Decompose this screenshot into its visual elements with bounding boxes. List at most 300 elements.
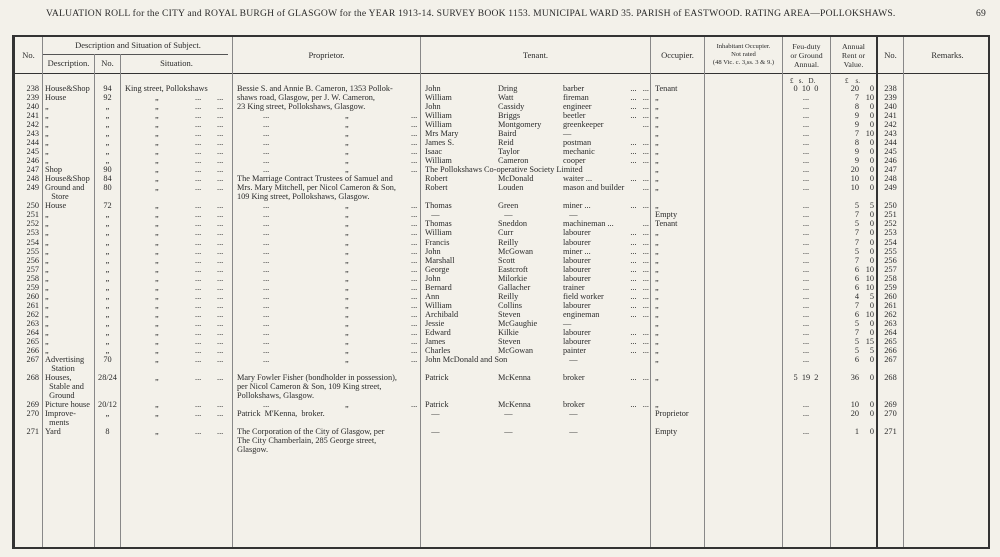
rent-pounds: 9 [854,120,859,130]
occupier: „ [655,291,659,301]
rent-pounds: 20 [850,84,859,93]
tenant-occupation: labourer [563,228,591,238]
row-number: 253 [26,228,39,238]
tenant-first-name: Archibald [425,309,459,319]
tenant-occupation: labourer [563,336,591,346]
rent-pounds: 9 [854,111,859,121]
description: House [45,201,67,211]
situation-ditto: „ [155,318,159,328]
description: „ [45,309,49,319]
occupier: „ [655,246,659,256]
proprietor-ditto: „ [345,246,349,256]
rent-pounds: 7 [854,327,859,337]
row-number-right: 246 [884,156,897,166]
tenant-dots: ... ... [630,273,649,283]
feu-duty: ... [802,427,810,437]
proprietor-entry [15,427,993,455]
proprietor-ditto: „ [345,165,349,175]
description: „ [45,102,49,112]
proprietor-ditto-row [15,283,993,292]
row-number-right: 270 [884,409,897,419]
proprietor-dots: ... [263,291,270,301]
rent-pounds: 7 [854,255,859,265]
valuation-table [12,35,990,549]
situation-dots: ... [195,273,202,283]
feu-duty: 0 10 0 [793,84,819,93]
rent-pounds: 36 [850,372,859,382]
tenant-dots: ... ... [630,111,649,121]
proprietor-ditto-row [15,228,993,237]
tenant-occupation: labourer [563,264,591,274]
header-inhabitant: Inhabitant Occupier. Not rated (48 Vic. c. 3,ss. 3 & 9.) [712,43,775,66]
row-number-right: 263 [884,318,897,328]
proprietor-dots: ... [411,309,418,319]
situation-dots: ... [217,400,224,410]
rent-units: £ s. [845,77,860,85]
situation-dots: ... [195,336,202,346]
feu-duty: ... [802,129,810,139]
tenant-first-name: Jessie [425,318,445,328]
description: „ [45,237,49,247]
proprietor-dots: ... [411,354,418,364]
situation-dots: ... [217,327,224,337]
situation-dots: ... [217,318,224,328]
subject-number: „ [105,138,110,148]
row-number: 240 [26,102,39,112]
tenant-occupation: mason and builder [563,183,625,193]
occupier: Empty [655,427,678,437]
tenant-surname: Reilly [498,237,519,247]
situation-ditto: „ [155,300,159,310]
tenant-occupation: mechanic [563,147,595,157]
tenant-occupation: waiter ... [563,174,593,184]
tenant-surname: McGaughie [498,318,538,328]
rent-pounds: 6 [854,354,859,364]
row-number: 245 [26,147,39,157]
description: House&Shop [45,84,90,93]
description: „ [45,219,49,229]
feu-duty: ... [802,183,810,193]
situation-dots: ... [217,291,224,301]
proprietor-ditto: „ [345,400,349,410]
proprietor-ditto-row [15,120,993,129]
row-number: 248 [26,174,39,184]
row-number: 261 [26,300,39,310]
tenant-occupation: postman [563,138,592,148]
occupier: „ [655,201,659,211]
tenant-dots: ... ... [630,309,649,319]
situation-dots: ... [217,147,224,157]
feu-duty: 5 19 2 [793,372,819,382]
row-number-right: 241 [884,111,897,121]
rent-pounds: 6 [854,264,859,274]
proprietor-dots: ... [263,219,270,229]
rent-pounds: 5 [854,336,859,346]
rent-shillings: 0 [869,165,874,175]
tenant-first-name: Robert [425,174,448,184]
situation-ditto: „ [155,129,159,139]
occupier: „ [655,183,659,193]
tenant-surname: Montgomery [498,120,542,130]
situation-ditto: „ [155,237,159,247]
description: „ [45,300,49,310]
row-number: 269 [26,400,39,410]
occupier: „ [655,354,659,364]
subject-number: „ [105,246,110,256]
rent-pounds: 4 [854,291,859,301]
row-number-right: 265 [884,336,897,346]
row-number-right: 255 [884,246,897,256]
tenant-occupation: — [563,409,578,419]
subject-number: 70 [103,354,112,364]
situation-dots: ... [195,354,202,364]
situation-dots: ... [217,93,224,103]
proprietor-dots: ... [263,282,270,292]
tenant-first-name: Isaac [425,147,443,157]
subject-number: „ [105,228,110,238]
description: „ [45,255,49,265]
subject-number: „ [105,291,110,301]
subject-number: „ [105,336,110,346]
occupier: „ [655,318,659,328]
tenant-occupation: — [563,427,578,437]
situation-dots: ... [195,228,202,238]
occupier: „ [655,273,659,283]
tenant-surname: McGowan [498,345,534,355]
proprietor-dots: ... [263,165,270,175]
situation-dots: ... [217,309,224,319]
situation-ditto: „ [155,372,159,382]
situation-dots: ... [195,427,202,437]
situation-ditto: „ [155,219,159,229]
proprietor-dots: ... [263,111,270,121]
tenant-occupation: beetler [563,111,586,121]
tenant-dots: ... ... [630,138,649,148]
tenant-first-name: — [425,409,440,419]
tenant-dots: ... ... [630,147,649,157]
row-number: 268 [26,372,39,382]
situation-dots: ... [217,228,224,238]
tenant-surname: Steven [498,309,521,319]
tenant-surname: Eastcroft [498,264,528,274]
row-number: 254 [26,237,39,247]
proprietor-dots: ... [411,291,418,301]
rent-pounds: 10 [850,174,859,184]
row-number: 250 [26,201,39,211]
situation-dots: ... [195,120,202,130]
situation-ditto: „ [155,282,159,292]
rent-pounds: 5 [854,201,859,211]
rent-pounds: 5 [854,345,859,355]
occupier: „ [655,102,659,112]
rent-pounds: 20 [850,409,859,419]
occupier: Tenant [655,219,678,229]
proprietor-dots: ... [263,354,270,364]
rent-shillings: 0 [869,219,874,229]
tenant-surname: Reilly [498,291,519,301]
situation-dots: ... [195,165,202,175]
header-no2: No. [884,49,897,60]
tenant-surname: Sneddon [498,219,528,229]
description: „ [45,129,49,139]
row-number-right: 240 [884,102,897,112]
proprietor-ditto-row [15,274,993,283]
rent-pounds: 8 [854,138,859,148]
proprietor-ditto-row [15,310,993,319]
row-number-right: 262 [884,309,897,319]
tenant-occupation: labourer [563,255,591,265]
occupier: „ [655,300,659,310]
tenant-surname: Cassidy [498,102,525,112]
header-proprietor: Proprietor. [308,49,345,60]
description: „ [45,138,49,148]
row-number: 264 [26,327,39,337]
row-number: 266 [26,345,39,355]
tenant-first-name: James S. [425,138,455,148]
subject-number: 90 [103,165,112,175]
situation-ditto: „ [155,264,159,274]
feu-duty: ... [802,228,810,238]
proprietor-dots: ... [263,255,270,265]
subject-number: „ [105,273,110,283]
tenant-dots: ... ... [630,93,649,103]
feu-duty: ... [802,237,810,247]
description: „ [45,318,49,328]
rent-pounds: 1 [854,427,859,437]
proprietor-ditto: „ [345,147,349,157]
description: „ [45,327,49,337]
feu-duty: ... [802,210,810,220]
tenant-surname: Milorkie [498,273,528,283]
tenant-first-name: Robert [425,183,448,193]
tenant-first-name: Ann [425,291,440,301]
header-rent: Annual Rent or Value. [841,41,866,69]
occupier: Empty [655,210,678,220]
situation-dots: ... [195,400,202,410]
tenant-surname: Taylor [498,147,520,157]
occupier: „ [655,400,659,410]
proprietor-ditto-row [15,138,993,147]
situation-ditto: „ [155,210,159,220]
row-number: 271 [26,427,39,437]
situation-dots: ... [195,255,202,265]
proprietor-dots: ... [411,156,418,166]
situation-dots: ... [195,246,202,256]
tenant-dots: ... ... [630,291,649,301]
situation-ditto: „ [155,327,159,337]
subject-number: „ [105,129,110,139]
description: „ [45,210,49,220]
subject-number: „ [105,309,110,319]
header-divider [15,73,988,74]
table-row [15,93,993,102]
description: „ [45,345,49,355]
row-number: 252 [26,219,39,229]
row-number-right: 242 [884,120,897,130]
rent-shillings: 0 [869,156,874,166]
row-number: 247 [26,165,39,175]
tenant-occupation: labourer [563,327,591,337]
description: Yard [45,427,61,437]
rent-pounds: 6 [854,282,859,292]
tenant-occupation: cooper [563,156,586,166]
rent-shillings: 0 [869,400,874,410]
rent-shillings: 0 [869,84,874,93]
tenant-first-name: Marshall [425,255,455,265]
row-number-right: 260 [884,291,897,301]
rent-shillings: 0 [869,147,874,157]
proprietor-dots: ... [263,201,270,211]
row-number: 241 [26,111,39,121]
rent-shillings: 5 [869,291,874,301]
proprietor-ditto-row [15,156,993,165]
subject-number: „ [105,327,110,337]
proprietor-dots: ... [263,318,270,328]
description: „ [45,111,49,121]
subject-number: „ [105,255,110,265]
tenant-occupation: labourer [563,300,591,310]
tenant-first-name: John [425,246,441,256]
proprietor-ditto: „ [345,237,349,247]
situation-ditto: „ [155,183,159,193]
proprietor-dots: ... [263,264,270,274]
proprietor-ditto: „ [345,282,349,292]
situation-ditto: „ [155,138,159,148]
tenant-first-name: Edward [425,327,451,337]
situation-dots: ... [195,409,202,419]
proprietor: The Corporation of the City of Glasgow, per The City Chamberlain, 285 George street, Glasgow. [237,427,385,455]
proprietor-dots: ... [263,273,270,283]
page-number: 69 [976,8,986,19]
proprietor-ditto: „ [345,120,349,130]
situation-dots: ... [195,327,202,337]
row-number-right: 254 [884,237,897,247]
situation-dots: ... [195,93,202,103]
rent-shillings: 10 [865,264,874,274]
situation-dots: ... [217,345,224,355]
proprietor-ditto-row [15,129,993,138]
rent-pounds: 7 [854,237,859,247]
header-feu: Feu-duty or Ground Annual. [790,41,823,69]
occupier: Tenant [655,84,678,93]
row-number: 256 [26,255,39,265]
occupier: „ [655,138,659,148]
tenant-first-name: William [425,93,452,103]
rent-shillings: 0 [869,327,874,337]
feu-duty: ... [802,93,810,103]
situation-dots: ... [195,300,202,310]
situation-dots: ... [195,219,202,229]
feu-duty: ... [802,291,810,301]
proprietor-dots: ... [411,282,418,292]
header-occupier: Occupier. [661,49,694,60]
tenant-dots: ... [642,219,649,229]
row-number-right: 268 [884,372,897,382]
proprietor-ditto: „ [345,318,349,328]
proprietor-ditto-row [15,256,993,265]
occupier: „ [655,345,659,355]
tenant-first-name: William [425,111,452,121]
tenant-dots: ... ... [630,174,649,184]
roll-title: VALUATION ROLL for the CITY and ROYAL BURGH of GLASGOW for the YEAR 1913-14. SURVEY BOOK 1153. MUNICIPAL WARD 35. PARISH of EASTWOOD. RATING AREA—POLLOKSHAWS. [46,8,896,19]
tenant-surname: McKenna [498,372,531,382]
situation-dots: ... [195,309,202,319]
proprietor-ditto: „ [345,300,349,310]
row-number: 239 [26,93,39,103]
proprietor-ditto-row [15,346,993,355]
proprietor-dots: ... [411,219,418,229]
proprietor-ditto: „ [345,273,349,283]
tenant-dots: ... ... [630,327,649,337]
proprietor-dots: ... [263,120,270,130]
proprietor-ditto-row [15,328,993,337]
situation-dots: ... [217,336,224,346]
tenant-surname: Gallacher [498,282,531,292]
row-number: 263 [26,318,39,328]
description: „ [45,291,49,301]
tenant-surname: Dring [498,84,518,93]
tenant-dots: ... ... [630,237,649,247]
proprietor-dots: ... [411,165,418,175]
subject-number: „ [105,300,110,310]
subject-number: 20/12 [98,400,117,410]
proprietor-ditto-row [15,292,993,301]
rent-shillings: 0 [869,120,874,130]
tenant-occupation: miner ... [563,246,591,256]
proprietor-dots: ... [411,255,418,265]
subject-number: „ [105,237,110,247]
tenant-first-name: John McDonald and Son [425,354,508,364]
rent-shillings: 10 [865,309,874,319]
tenant-dots: ... ... [630,264,649,274]
tenant-surname: — [498,210,513,220]
situation-ditto: „ [155,354,159,364]
situation-ditto: „ [155,336,159,346]
tenant-surname: Steven [498,336,521,346]
proprietor-dots: ... [263,400,270,410]
occupier: „ [655,120,659,130]
rent-pounds: 10 [850,400,859,410]
occupier: Proprietor [655,409,689,419]
row-number-right: 250 [884,201,897,211]
situation-dots: ... [195,174,202,184]
tenant-occupation: — [563,129,572,139]
tenant-dots: ... ... [630,255,649,265]
proprietor-dots: ... [263,345,270,355]
tenant-first-name: Patrick [425,400,449,410]
tenant-occupation: miner ... [563,201,591,211]
row-number: 238 [26,84,39,93]
proprietor-dots: ... [411,147,418,157]
tenant-first-name: Mrs Mary [425,129,459,139]
tenant-first-name: Bernard [425,282,452,292]
proprietor-dots: ... [263,156,270,166]
proprietor-dots: ... [263,327,270,337]
tenant-surname: Kilkie [498,327,519,337]
row-number-right: 245 [884,147,897,157]
tenant-first-name: Patrick [425,372,449,382]
proprietor-ditto-row [15,238,993,247]
tenant-occupation: trainer [563,282,585,292]
proprietor-dots: ... [411,129,418,139]
rent-shillings: 0 [869,427,874,437]
feu-duty: ... [802,102,810,112]
subject-number: 92 [103,93,112,103]
proprietor-ditto: „ [345,219,349,229]
feu-duty: ... [802,147,810,157]
tenant-dots: ... [642,183,649,193]
row-number-right: 271 [884,427,897,437]
